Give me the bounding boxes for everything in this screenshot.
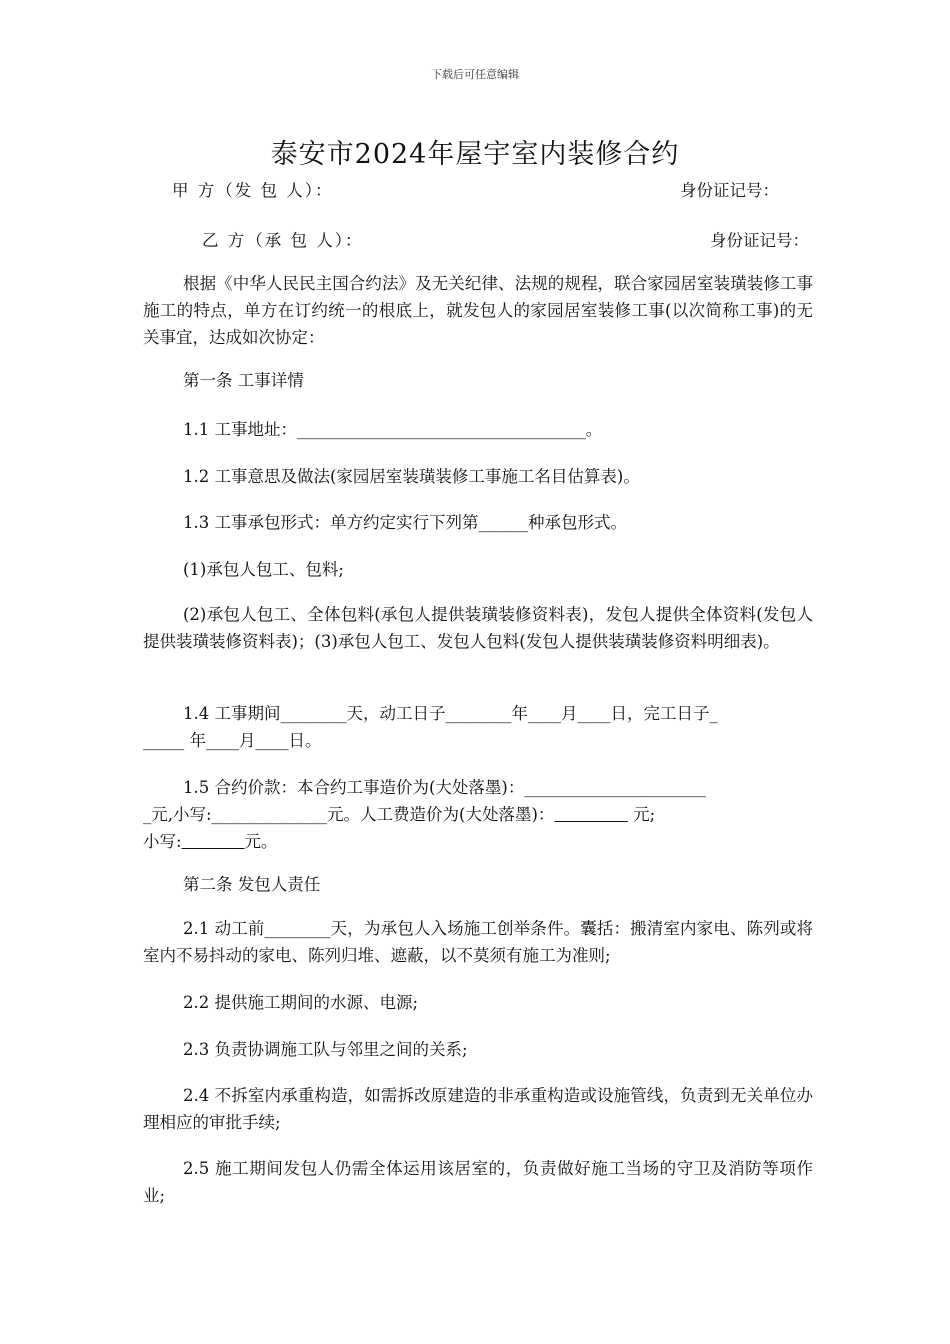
clause-1-5-line-1: 1.5 合约价款：本合约工事造价为(大处落墨)：______________________ <box>183 778 706 797</box>
clause-1-3-options-2-3: (2)承包人包工、全体包料(承包人提供装璜装修资料表)，发包人提供全体资料(发包人提供装璜装修资料表)；(3)承包人包工、发包人包料(发包人提供装璜装修资料明细表)。 <box>143 605 813 651</box>
clause-1-5-line-2 <box>143 802 813 828</box>
party-a-label: 甲 方（发 包 人）： <box>172 181 334 200</box>
party-b-label: 乙 方（承 包 人）： <box>202 231 364 250</box>
clause-1-5-line-2-unit: 元; <box>627 805 656 824</box>
clause-1-3: 1.3 工事承包形式：单方约定实行下列第______种承包形式。 <box>183 513 627 532</box>
clause-2-2: 2.2 提供施工期间的水源、电源; <box>183 993 419 1012</box>
clause-1-5-line-3 <box>143 829 813 855</box>
header-note: 下载后可任意编辑 <box>431 68 519 81</box>
contract-title: 泰安市2024年屋宇室内装修合约 <box>270 139 680 170</box>
clause-1-5-line-3-unit: 元。 <box>244 832 278 851</box>
intro-paragraph: 根据《中华人民民主国合约法》及无关纪律、法规的规程，联合家园居室装璜装修工事施工的特点，单方在订约统一的根底上，就发包人的家园居室装修工事(以次简称工事)的无关事宜，达成如次协定： <box>143 274 813 347</box>
clause-2-1: 2.1 动工前________天，为承包人入场施工创举条件。囊括：搬清室内家电、陈列或将室内不易抖动的家电、陈列归堆、遮蔽，以不莫须有施工为准则; <box>143 919 813 965</box>
clause-2-5: 2.5 施工期间发包人仍需全体运用该居室的，负责做好施工当场的守卫及消防等项作业; <box>143 1159 813 1205</box>
clause-1-5-line-2-text: _元,小写:______________元。人工费造价为(大处落墨)： <box>143 805 555 824</box>
party-b-id-label: 身份证记号： <box>710 231 809 250</box>
article-2-title: 第二条 发包人责任 <box>183 875 321 894</box>
party-a-id-label: 身份证记号： <box>680 181 779 200</box>
article-1-title: 第一条 工事详情 <box>183 371 304 390</box>
labor-cost-blank <box>554 805 627 824</box>
clause-1-1: 1.1 工事地址：___________________________________。 <box>183 420 603 439</box>
clause-1-4-line-1: 1.4 工事期间________天，动工日子________年____月____日，完工日子_ <box>183 704 718 723</box>
clause-2-3: 2.3 负责协调施工队与邻里之间的关系; <box>183 1040 468 1059</box>
labor-cost-lower-blank <box>182 832 245 851</box>
clause-1-4-line-2: _____ 年____月____日。 <box>143 731 322 750</box>
clause-1-2: 1.2 工事意思及做法(家园居室装璜装修工事施工名目估算表)。 <box>183 467 640 486</box>
clause-1-3-option-1: (1)承包人包工、包料; <box>183 560 344 579</box>
clause-2-4: 2.4 不拆室内承重构造，如需拆改原建造的非承重构造或设施管线，负责到无关单位办理相应的审批手续; <box>143 1086 813 1132</box>
clause-1-5-line-3-text: 小写: <box>143 832 182 851</box>
